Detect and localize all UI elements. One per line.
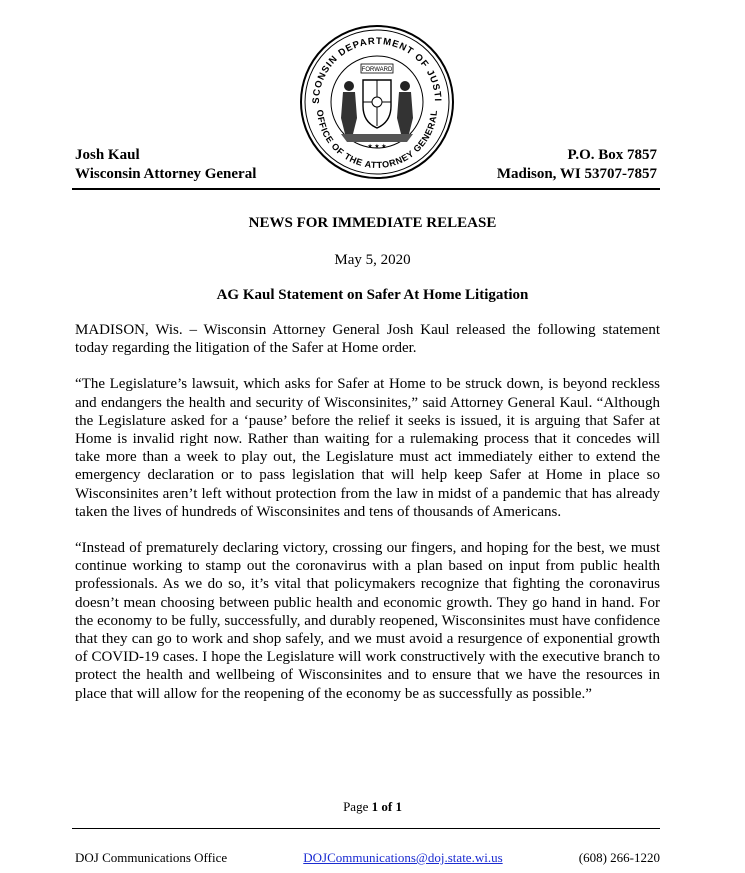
footer-phone: (608) 266-1220	[578, 850, 660, 865]
ag-name: Josh Kaul	[75, 147, 140, 163]
page-of: of	[381, 799, 393, 814]
doj-seal	[297, 22, 457, 182]
release-label: NEWS FOR IMMEDIATE RELEASE	[248, 215, 497, 231]
paragraph-intro: MADISON, Wis. – Wisconsin Attorney General Josh Kaul released the following statement today regarding the litigation of the Safer at Home order.	[75, 322, 660, 357]
seal-motto: FORWARD	[361, 67, 393, 73]
release-date: May 5, 2020	[334, 252, 411, 268]
city-address: Madison, WI 53707-7857	[496, 166, 657, 182]
ag-title: Wisconsin Attorney General	[75, 166, 257, 182]
header-divider	[72, 188, 660, 190]
statement-body	[75, 321, 660, 721]
paragraph-quote-1: “The Legislature’s lawsuit, which asks for Safer at Home to be struck down, is beyond reckless and endangers the health and security of Wisconsinites,” said Attorney General Kaul. “Although the Legislature asked for a ‘pause’ before the relief it seeks is issued, it is arguing that Safer at Home is invalid right now. Rather than waiting for a rulemaking process that it concedes will take more than a week to play out, the Legislature must act immediately either to extend the emergency declaration or to pass legislation that will help keep Safer at Home in place so Wisconsinites aren’t left without protection from the law in midst of a pandemic that has already taken the lives of hundreds of Wisconsinites and tens of thousands of Americans.	[75, 376, 660, 520]
header-right	[497, 146, 657, 184]
seal-ring-text: SCONSIN DEPARTMENT OF JUSTI	[310, 35, 444, 104]
po-box: P.O. Box 7857	[567, 147, 657, 163]
page-current: 1	[371, 799, 379, 814]
page-number	[0, 799, 745, 815]
svg-text:★ ★ ★: ★ ★ ★	[367, 144, 387, 150]
seal-bottom-text: OFFICE OF THE ATTORNEY GENERAL	[314, 109, 440, 171]
footer	[75, 850, 660, 866]
header-left	[75, 146, 256, 184]
footer-divider	[72, 828, 660, 829]
footer-email-link[interactable]: DOJCommunications@doj.state.wi.us	[303, 850, 503, 865]
page-total: 1	[395, 799, 402, 814]
page-label: Page	[343, 799, 369, 814]
headline: AG Kaul Statement on Safer At Home Litigation	[216, 287, 529, 303]
footer-office: DOJ Communications Office	[75, 850, 228, 865]
paragraph-quote-2: “Instead of prematurely declaring victory, crossing our fingers, and hoping for the best, we must continue working to stamp out the coronavirus with a plan based on input from public health professionals. As we do so, it’s vital that policymakers recognize that fighting the coronavirus doesn’t mean choosing between public health and economic growth. They go hand in hand. For the economy to be fully, successfully, and durably reopened, Wisconsinites must have confidence that they can go to work and shop safely, and we must avoid a resurgence of exponential growth of COVID-19 cases. I hope the Legislature will work constructively with the executive branch to protect the health and wellbeing of Wisconsinites and to ensure that we have the resources in place that will allow for the reopening of the economy be as successfully as possible.”	[75, 540, 660, 702]
